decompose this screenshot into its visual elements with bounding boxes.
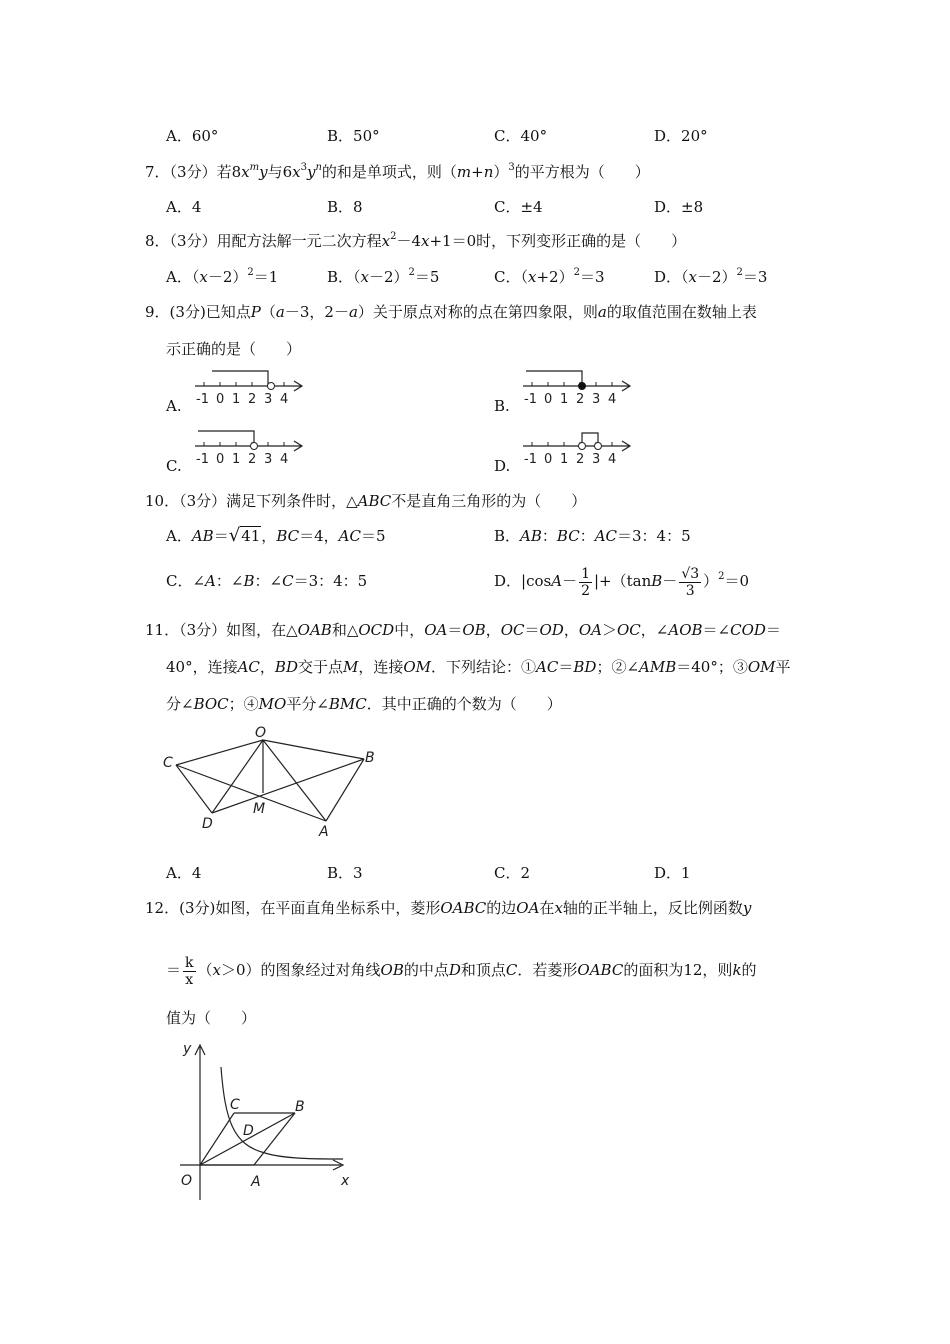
text: ， (261, 527, 277, 545)
q9-option-c-label[interactable]: C. (166, 457, 182, 475)
var: OABC (577, 961, 624, 979)
text: － (562, 572, 578, 590)
exp: m (249, 162, 260, 173)
var: x (360, 268, 369, 286)
text: 的和是单项式，则（ (321, 163, 457, 181)
q7-option-d[interactable]: D．±8 (654, 198, 704, 216)
var: AOB (668, 621, 703, 639)
exp: n (315, 162, 322, 173)
q6-option-d[interactable]: D．20° (654, 127, 708, 145)
tick-label: -1 (196, 392, 209, 406)
text: ，∠ (640, 621, 669, 639)
text: D．（ (654, 268, 689, 286)
text: ＝ (765, 621, 781, 639)
q8-option-c[interactable] (494, 267, 605, 287)
denominator: x (185, 971, 194, 988)
var: BOC (193, 695, 229, 713)
q8-stem (145, 231, 686, 251)
label-B: B (295, 1099, 305, 1115)
var: x (292, 163, 301, 181)
text: ＞ (601, 621, 617, 639)
tick-label: 3 (592, 452, 601, 466)
var: x (554, 899, 563, 917)
text: －2） (207, 268, 248, 286)
q7-option-b[interactable]: B．8 (327, 198, 363, 216)
var: x (381, 232, 391, 250)
q11-stem-line1 (145, 620, 781, 640)
q12-stem-line1 (145, 898, 751, 918)
q6-option-b[interactable]: B．50° (327, 127, 380, 145)
text: ＝3：4：5 (617, 527, 691, 545)
q10-option-b[interactable] (494, 526, 691, 546)
tick-label: 0 (544, 452, 553, 466)
q11-stem-line2 (166, 657, 791, 677)
text: ＝∠ (702, 621, 731, 639)
radicand: 41 (241, 527, 261, 545)
q9-stem (145, 302, 757, 322)
var: a (348, 303, 358, 321)
radical: √ (228, 525, 241, 546)
var: x (212, 961, 221, 979)
q6-option-a[interactable]: A．60° (166, 127, 219, 145)
label-C: C (163, 755, 173, 771)
q11-option-c[interactable]: C．2 (494, 864, 531, 882)
var: BC (276, 527, 300, 545)
q9-number-line-a[interactable] (190, 366, 310, 406)
q10-option-c[interactable] (166, 571, 367, 591)
text: 的边 (486, 899, 517, 917)
text: 和△ (331, 621, 359, 639)
var: OABC (440, 899, 487, 917)
text: ＝ (447, 621, 463, 639)
text: ．若菱形 (517, 961, 578, 979)
text: D．|cos (494, 572, 552, 590)
text: ＝ (213, 527, 229, 545)
numerator: 1 (581, 565, 590, 582)
tick-label: 4 (608, 452, 617, 466)
text: ） (703, 572, 719, 590)
text: ；②∠ (596, 658, 640, 676)
var: C (282, 572, 294, 590)
tick-label: 1 (560, 392, 569, 406)
tick-label: 4 (280, 452, 289, 466)
text: ＝ (558, 658, 574, 676)
var: OA (578, 621, 602, 639)
denominator: 3 (685, 582, 695, 599)
text: 7．（3分）若8 (145, 163, 242, 181)
text: 11．（3分）如图，在△ (145, 621, 298, 639)
exp: 2 (573, 267, 580, 278)
text: ， (563, 621, 579, 639)
text: 不是直角三角形的为（ ） (391, 492, 587, 510)
text: ；④ (228, 695, 259, 713)
var: OD (539, 621, 564, 639)
var: OA (516, 899, 540, 917)
var: P (250, 303, 261, 321)
q11-option-d[interactable]: D．1 (654, 864, 691, 882)
text: ）关于原点对称的点在第四象限，则 (357, 303, 598, 321)
var: B (243, 572, 255, 590)
label-C: C (230, 1097, 240, 1113)
label-A: A (319, 824, 329, 840)
text: ＝ (524, 621, 540, 639)
tick-label: 3 (264, 392, 273, 406)
var: BD (573, 658, 597, 676)
var: AC (237, 658, 260, 676)
q9-number-line-b[interactable] (518, 366, 638, 406)
q10-option-d[interactable] (494, 556, 749, 606)
text: 平分∠ (286, 695, 329, 713)
text: 12．(3分)如图，在平面直角坐标系中，菱形 (145, 899, 441, 917)
tick-label: -1 (196, 452, 209, 466)
var: x (241, 163, 250, 181)
var: AC (338, 527, 361, 545)
text: ＝3 (742, 268, 768, 286)
tick-label: 3 (264, 452, 273, 466)
text: －3，2－ (284, 303, 349, 321)
text: 的面积为12，则 (623, 961, 733, 979)
var: AMB (639, 658, 677, 676)
text: 轴的正半轴上，反比例函数 (562, 899, 743, 917)
text: C．∠ (166, 572, 206, 590)
text: 中， (394, 621, 425, 639)
exp: 3 (300, 162, 307, 173)
label-D: D (202, 816, 213, 832)
var: AB (191, 527, 214, 545)
text: ，连接 (358, 658, 404, 676)
var: x (527, 268, 537, 286)
tick-label: 1 (560, 452, 569, 466)
diagonal-OB (200, 1113, 295, 1165)
text: 40°，连接 (166, 658, 238, 676)
tick-label: 2 (576, 452, 585, 466)
var: m+n (456, 163, 494, 181)
q8-option-b[interactable] (327, 267, 439, 287)
q6-option-c[interactable]: C．40° (494, 127, 548, 145)
var: OA (424, 621, 448, 639)
var: BC (556, 527, 580, 545)
var: y (742, 899, 752, 917)
label-O: O (255, 725, 267, 741)
text: ＝ (166, 961, 182, 979)
var: y (259, 163, 268, 181)
text: 8．（3分）用配方法解一元二次方程 (145, 232, 382, 250)
fraction-root3-over-3 (679, 566, 701, 599)
text: A． (166, 527, 192, 545)
q11-option-b[interactable]: B．3 (327, 864, 363, 882)
q12-figure (165, 1035, 360, 1210)
text: 9．(3分)已知点 (145, 303, 251, 321)
text: +1＝0时，下列变形正确的是（ ） (429, 232, 687, 250)
var: OAB (297, 621, 332, 639)
q11-figure (155, 722, 385, 842)
tick-label: 1 (232, 392, 241, 406)
q10-option-a[interactable] (166, 526, 386, 546)
q9-number-line-d[interactable] (518, 426, 638, 466)
text: ：∠ (215, 572, 244, 590)
text: －2） (697, 268, 737, 286)
tick-label: -1 (524, 452, 537, 466)
numerator: √3 (681, 565, 700, 582)
var: AC (536, 658, 559, 676)
var: AB (520, 527, 542, 545)
text: ， (485, 621, 501, 639)
q7-option-c[interactable]: C．±4 (494, 198, 543, 216)
text: ：∠ (254, 572, 283, 590)
label-D: D (243, 1123, 254, 1139)
q10-stem (145, 491, 586, 511)
exp: 2 (408, 267, 415, 278)
q12-stem-line2 (166, 948, 757, 992)
text: ＝4， (299, 527, 339, 545)
text: ： (541, 527, 557, 545)
var: y (306, 163, 316, 181)
q11-option-a[interactable]: A．4 (166, 864, 202, 882)
text: C．（ (494, 268, 528, 286)
tick-label: 2 (248, 392, 257, 406)
text: （ (197, 961, 213, 979)
var: x (420, 232, 430, 250)
text: 和顶点 (460, 961, 506, 979)
denominator: 2 (581, 582, 590, 599)
text: 的平方根为（ ） (514, 163, 650, 181)
var: OB (462, 621, 486, 639)
text: ＝3 (579, 268, 605, 286)
var: OCD (358, 621, 395, 639)
q12-line2-text (198, 961, 757, 979)
q9-option-d-label[interactable]: D. (494, 457, 511, 475)
segment-OB (263, 740, 364, 759)
text: B．（ (327, 268, 361, 286)
var: OC (617, 621, 641, 639)
exp: 3 (508, 162, 515, 173)
var: COD (730, 621, 766, 639)
text: B． (494, 527, 521, 545)
fraction-half (579, 566, 592, 599)
text: ） (493, 163, 509, 181)
text: ．其中正确的个数为（ ） (366, 695, 562, 713)
var: MO (258, 695, 287, 713)
var: a (275, 303, 285, 321)
text: ＝5 (360, 527, 386, 545)
q9-stem-line2: 示正确的是（ ） (166, 340, 302, 358)
segment-DB (212, 759, 364, 813)
q9-option-b-label[interactable]: B. (494, 397, 510, 415)
text: ＝3：4：5 (293, 572, 368, 590)
tick-label: 1 (232, 452, 241, 466)
segment-BA (326, 759, 364, 821)
var: B (651, 572, 663, 590)
text: 的中点 (403, 961, 449, 979)
var: OB (380, 961, 404, 979)
tick-label: 2 (248, 452, 257, 466)
var: ABC (357, 492, 392, 510)
var: OM (747, 658, 776, 676)
tick-label: 2 (576, 392, 585, 406)
text: A．（ (166, 268, 200, 286)
var: BD (274, 658, 298, 676)
q8-option-a[interactable] (166, 267, 278, 287)
q12-stem-line3: 值为（ ） (166, 1009, 257, 1027)
tick-label: 4 (280, 392, 289, 406)
text: ＝5 (414, 268, 440, 286)
text: ＝0 (724, 572, 750, 590)
text: +2） (536, 268, 574, 286)
text: 平 (775, 658, 791, 676)
exp: 2 (736, 267, 743, 278)
text: ＝40°；③ (676, 658, 748, 676)
var: OC (500, 621, 525, 639)
var: BMC (328, 695, 367, 713)
tick-label: 4 (608, 392, 617, 406)
var: x (199, 268, 208, 286)
text: （ (260, 303, 276, 321)
q9-number-line-c[interactable] (190, 426, 310, 466)
text: 与6 (267, 163, 293, 181)
text: ＞0）的图象经过对角线 (220, 961, 381, 979)
var: OM (403, 658, 432, 676)
q11-stem-line3 (166, 694, 562, 714)
var: a (597, 303, 607, 321)
segment-CO (176, 740, 263, 765)
tick-label: 0 (216, 392, 225, 406)
q8-option-d[interactable] (654, 267, 767, 287)
text: － (662, 572, 678, 590)
segment-OC (200, 1113, 234, 1165)
text: －2） (369, 268, 409, 286)
label-A: A (251, 1174, 261, 1190)
var: x (688, 268, 697, 286)
tick-label: 0 (544, 392, 553, 406)
text: －4 (396, 232, 421, 250)
label-O: O (181, 1173, 193, 1189)
exp: 2 (718, 571, 725, 582)
var: A (551, 572, 563, 590)
text: 在 (539, 899, 555, 917)
q9-option-a-label[interactable]: A. (166, 397, 182, 415)
text: |+（tan (594, 572, 652, 590)
var: A (205, 572, 216, 590)
text: 交于点 (297, 658, 343, 676)
text: 10．（3分）满足下列条件时，△ (145, 492, 358, 510)
text: ．下列结论：① (431, 658, 537, 676)
text: 的 (741, 961, 757, 979)
var: k (732, 961, 742, 979)
tick-label: -1 (524, 392, 537, 406)
var: M (343, 658, 359, 676)
var: C (505, 961, 518, 979)
text: 分∠ (166, 695, 194, 713)
label-M: M (253, 801, 266, 817)
fraction-k-over-x (183, 955, 195, 988)
label-x: x (341, 1173, 350, 1189)
text: ， (259, 658, 275, 676)
var: AC (594, 527, 618, 545)
numerator: k (185, 954, 194, 971)
label-y: y (183, 1041, 192, 1057)
exp: 2 (247, 267, 254, 278)
exp: 2 (390, 231, 397, 242)
tick-label: 3 (592, 392, 601, 406)
q7-option-a[interactable]: A．4 (166, 198, 202, 216)
text: ＝1 (253, 268, 279, 286)
tick-label: 0 (216, 452, 225, 466)
label-B: B (365, 750, 375, 766)
text: 的取值范围在数轴上表 (606, 303, 757, 321)
q7-stem (145, 162, 650, 182)
var: D (448, 961, 461, 979)
text: ： (579, 527, 595, 545)
